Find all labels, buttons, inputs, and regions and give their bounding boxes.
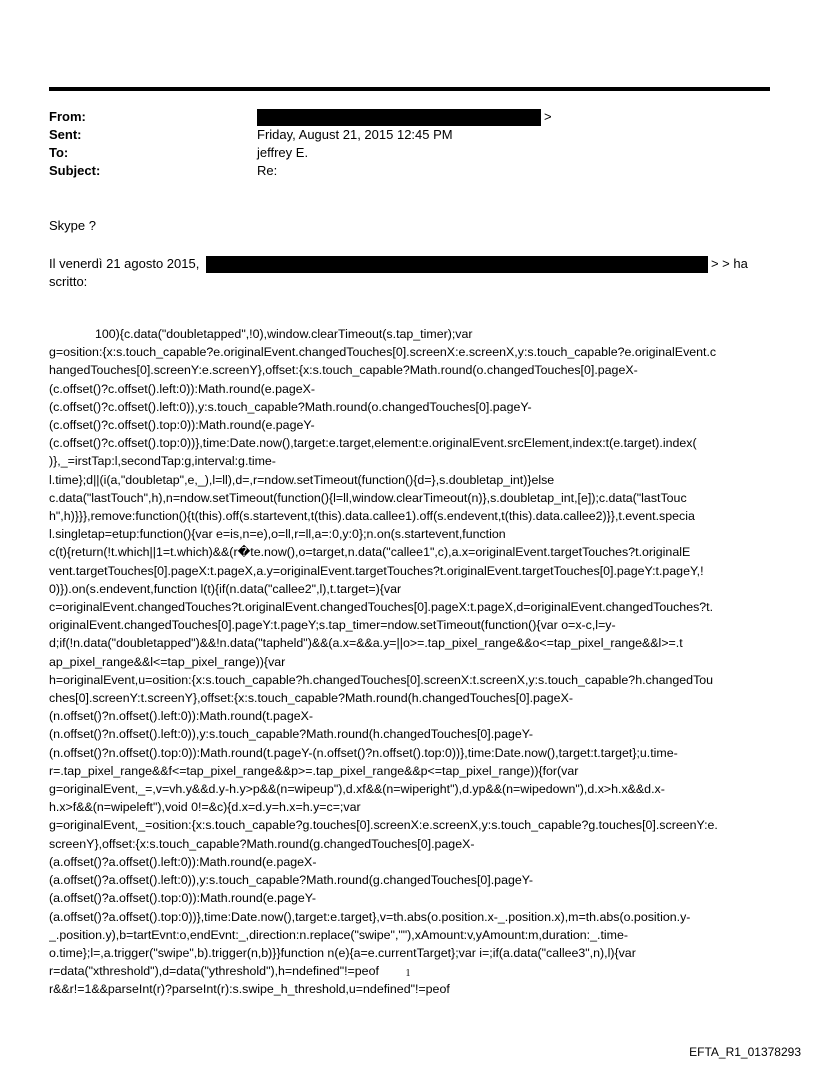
code-line: _.position.y),b=tartEvnt:o,endEvnt:_,direction:n.replace("swipe",""),xAmount:v,yAmount:m,duration:_.time- <box>49 927 628 942</box>
code-line: originalEvent.changedTouches[0].pageY:t.pageY;s.tap_timer=ndow.setTimeout(function(){var o=x-c,l=y- <box>49 618 616 633</box>
to-row <box>49 145 769 163</box>
redaction-bar <box>257 109 541 126</box>
code-line: g=originalEvent,_=,v=vh.y&&d.y-h.y>p&&(n=wipeup"),d.xf&&(n=wiperight"),d.yp&&(n=wipedown"),d.x>h.x&&d.x- <box>49 782 665 797</box>
greeting-text: Skype ? <box>49 218 96 233</box>
quote-wrap: scritto: <box>49 274 88 290</box>
code-line: (a.offset()?a.offset().top:0))},time:Date.now(),target:e.target},v=th.abs(o.position.x-_.position.x),m=th.abs(o.position.y- <box>49 909 691 924</box>
code-line: (a.offset()?a.offset().left:0)):Math.round(e.pageX- <box>49 854 317 869</box>
page-number: 1 <box>405 968 411 979</box>
to-value: jeffrey E. <box>257 145 309 160</box>
code-line: (n.offset()?n.offset().left:0)),y:s.touch_capable?Math.round(h.changedTouches[0].pageY- <box>49 727 533 742</box>
code-line: (c.offset()?c.offset().top:0))},time:Date.now(),target:e.target,element:e.originalEvent.srcElement,index:t(e.target).index( <box>49 436 697 451</box>
code-line: h.x>f&&(n=wipeleft"),void 0!=&c){d.x=d.y=h.x=h.y=c=;var <box>49 800 361 815</box>
code-line: c.data("lastTouch",h),n=ndow.setTimeout(function(){l=ll,window.clearTimeout(n)},s.doubletap_int,[e]);c.data("lastTouc <box>49 490 687 505</box>
code-line: ap_pixel_range&&l<=tap_pixel_range)){var <box>49 654 286 669</box>
code-line: (n.offset()?n.offset().left:0)):Math.round(t.pageX- <box>49 709 313 724</box>
code-line: c=originalEvent.changedTouches?t.originalEvent.changedTouches[0].pageX:t.pageX,d=originalEvent.changedTouches?t. <box>49 600 714 615</box>
code-line: (c.offset()?c.offset().top:0)):Math.round(e.pageY- <box>49 418 315 433</box>
code-line: 0)}).on(s.endevent,function l(t){if(n.data("callee2",l),t.target=){var <box>49 581 402 596</box>
code-line: h=originalEvent,u=osition:{x:s.touch_capable?h.changedTouches[0].screenX:t.screenX,y:s.touch_capable?h.changedTou <box>49 672 714 687</box>
from-row <box>49 109 769 127</box>
code-line: (a.offset()?a.offset().left:0)),y:s.touch_capable?Math.round(g.changedTouches[0].pageY- <box>49 873 533 888</box>
header-top-rule <box>49 87 770 91</box>
code-line: h",h)}}},remove:function(){t(this).off(s.startevent,t(this).data.callee1).off(s.endevent,t(this).data.callee2)}},t.event.specia <box>49 509 695 524</box>
from-value <box>257 109 552 126</box>
code-line: g=originalEvent,_=osition:{x:s.touch_capable?g.touches[0].screenX:e.screenX,y:s.touch_capable?g.touches[0].screenY:e. <box>49 818 718 833</box>
quote-suffix: > > ha <box>710 256 748 271</box>
sent-row <box>49 127 769 145</box>
code-line: o.time};l=,a.trigger("swipe",b).trigger(n,b)}}function n(e){a=e.currentTarget};var i=;if(a.data("callee3",n),l){var <box>49 945 636 960</box>
code-body <box>49 325 765 999</box>
redaction-bar <box>206 256 708 273</box>
code-line: 100){c.data("doubletapped",!0),window.clearTimeout(s.tap_timer);var <box>95 327 473 341</box>
code-line: screenY},offset:{x:s.touch_capable?Math.round(g.changedTouches[0].pageX- <box>49 836 475 851</box>
code-line: l.singletap=etup:function(){var e=is,n=e),o=ll,r=ll,a=:0,y:0};n.on(s.startevent,function <box>49 527 506 542</box>
subject-label: Subject: <box>49 163 101 178</box>
from-suffix: > <box>544 109 552 124</box>
code-line: (n.offset()?n.offset().top:0)):Math.round(t.pageY-(n.offset()?n.offset().top:0))},time:Date.now(),target:t.target};u.time- <box>49 745 678 760</box>
code-line: vent.targetTouches[0].pageX:t.pageX,a.y=originalEvent.targetTouches?t.originalEvent.targetTouches[0].pageY:t.pageY,! <box>49 563 704 578</box>
to-label: To: <box>49 145 69 160</box>
code-line: c(t){return(!t.which||1=t.which)&&(r�te.now(),o=target,n.data("callee1",c),a.x=originalEvent.targetTouches?t.originalE <box>49 545 691 560</box>
subject-value: Re: <box>257 163 278 178</box>
quote-prefix: Il venerdì 21 agosto 2015, <box>49 256 200 271</box>
from-label: From: <box>49 109 86 124</box>
bates-number: EFTA_R1_01378293 <box>689 1045 801 1059</box>
code-line: r&&r!=1&&parseInt(r)?parseInt(r):s.swipe_h_threshold,u=ndefined"!=peof <box>49 982 450 997</box>
code-line: (a.offset()?a.offset().top:0)):Math.round(e.pageY- <box>49 891 317 906</box>
code-line: ches[0].screenY:t.screenY},offset:{x:s.touch_capable?Math.round(h.changedTouches[0].pageX- <box>49 691 573 706</box>
code-line: l.time};d||(i(a,"doubletap",e,_),l=ll),d=,r=ndow.setTimeout(function(){d=},s.doubletap_int)}else <box>49 472 555 487</box>
code-line: d;if(!n.data("doubletapped")&&!n.data("tapheld")&&(a.x=&&a.y=||o>=.tap_pixel_range&&o<=tap_pixel_range&&l>=.t <box>49 636 683 651</box>
code-line: hangedTouches[0].screenY:e.screenY},offset:{x:s.touch_capable?Math.round(o.changedTouches[0].pageX- <box>49 363 638 378</box>
code-line: )},_=irstTap:l,secondTap:g,interval:g.time- <box>49 454 276 469</box>
code-line: (c.offset()?c.offset().left:0)),y:s.touch_capable?Math.round(o.changedTouches[0].pageY- <box>49 399 532 414</box>
code-line: (c.offset()?c.offset().left:0)):Math.round(e.pageX- <box>49 381 316 396</box>
quote-header <box>49 255 769 291</box>
subject-row <box>49 163 769 181</box>
code-line: g=osition:{x:s.touch_capable?e.originalEvent.changedTouches[0].screenX:e.screenX,y:s.touch_capable?e.originalEvent.c <box>49 345 717 360</box>
quote-header-line <box>49 255 769 273</box>
sent-value: Friday, August 21, 2015 12:45 PM <box>257 127 453 142</box>
code-line: r=data("xthreshold"),d=data("ythreshold"),h=ndefined"!=peof <box>49 964 379 979</box>
code-line: r=.tap_pixel_range&&f<=tap_pixel_range&&p>=.tap_pixel_range&&p<=tap_pixel_range)){for(var <box>49 763 579 778</box>
sent-label: Sent: <box>49 127 82 142</box>
